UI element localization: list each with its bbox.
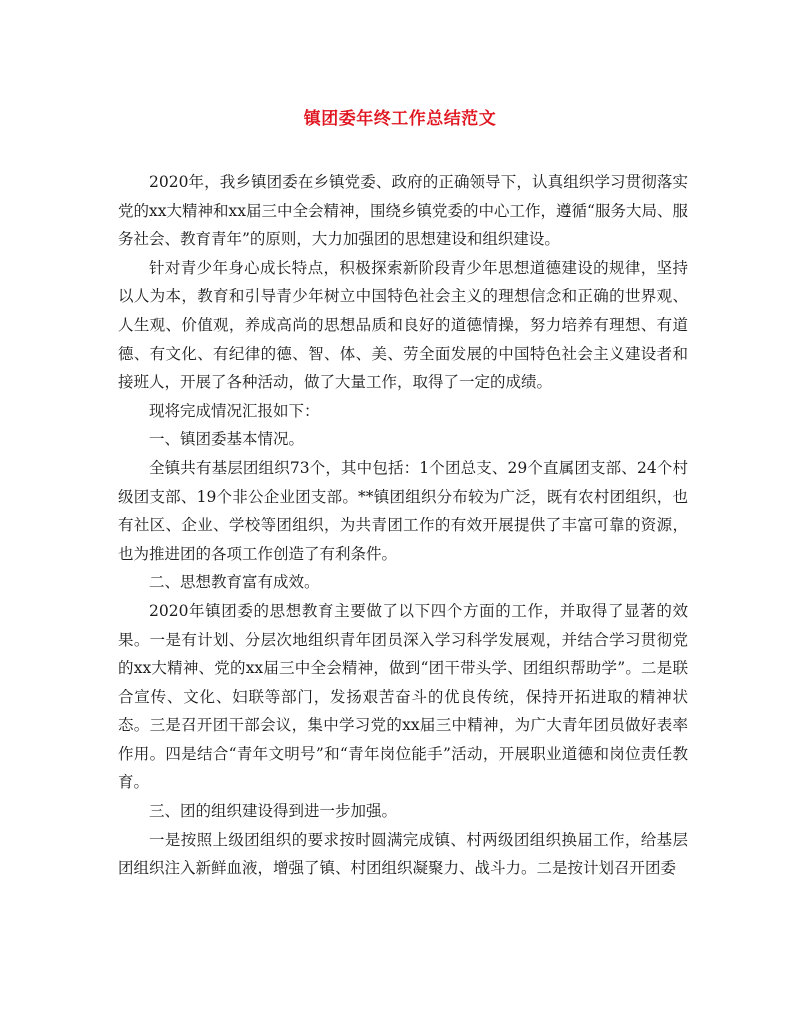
document-title: 镇团委年终工作总结范文 xyxy=(303,109,497,129)
paragraph-report-lead: 现将完成情况汇报如下： xyxy=(149,401,320,420)
document-body xyxy=(118,168,688,883)
section-heading-1: 一、镇团委基本情况。 xyxy=(149,430,305,449)
paragraph-ideological-education: 2020年镇团委的思想教育主要做了以下四个方面的工作，并取得了显著的效果。一是有计划、分层次地组织青年团员深入学习科学发展观，并结合学习贯彻党的xx大精神、党的xx届三中全会精神，做到“团干带头学、团组织帮助学”。二是联合宣传、文化、妇联等部门，发扬艰苦奋斗的优良传统，保持开拓进取的精神状态。三是召开团干部会议，集中学习党的xx届三中精神，为广大青年团员做好表率作用。四是结合“青年文明号”和“青年岗位能手”活动，开展职业道德和岗位责任教育。 xyxy=(118,601,688,792)
section-heading-2: 二、思想教育富有成效。 xyxy=(149,573,320,592)
paragraph-youth-education: 针对青少年身心成长特点，积极探索新阶段青少年思想道德建设的规律，坚持以人为本，教育和引导青少年树立中国特色社会主义的理想信念和正确的世界观、人生观、价值观，养成高尚的思想品质和良好的道德情操，努力培养有理想、有道德、有文化、有纪律的德、智、体、美、劳全面发展的中国特色社会主义建设者和接班人，开展了各种活动，做了大量工作，取得了一定的成绩。 xyxy=(118,258,688,392)
section-heading-3: 三、团的组织建设得到进一步加强。 xyxy=(149,802,398,821)
paragraph-organization-building: 一是按照上级团组织的要求按时圆满完成镇、村两级团组织换届工作，给基层团组织注入新鲜血液，增强了镇、村团组织凝聚力、战斗力。二是按计划召开团委 xyxy=(118,830,688,878)
paragraph-organization-overview: 全镇共有基层团组织73个，其中包括：1个团总支、29个直属团支部、24个村级团支部、19个非公企业团支部。**镇团组织分布较为广泛，既有农村团组织，也有社区、企业、学校等团组织，为共青团工作的有效开展提供了丰富可靠的资源，也为推进团的各项工作创造了有利条件。 xyxy=(118,458,688,563)
paragraph-intro: 2020年，我乡镇团委在乡镇党委、政府的正确领导下，认真组织学习贯彻落实党的xx大精神和xx届三中全会精神，围绕乡镇党委的中心工作，遵循“服务大局、服务社会、教育青年”的原则，大力加强团的思想建设和组织建设。 xyxy=(118,173,688,249)
